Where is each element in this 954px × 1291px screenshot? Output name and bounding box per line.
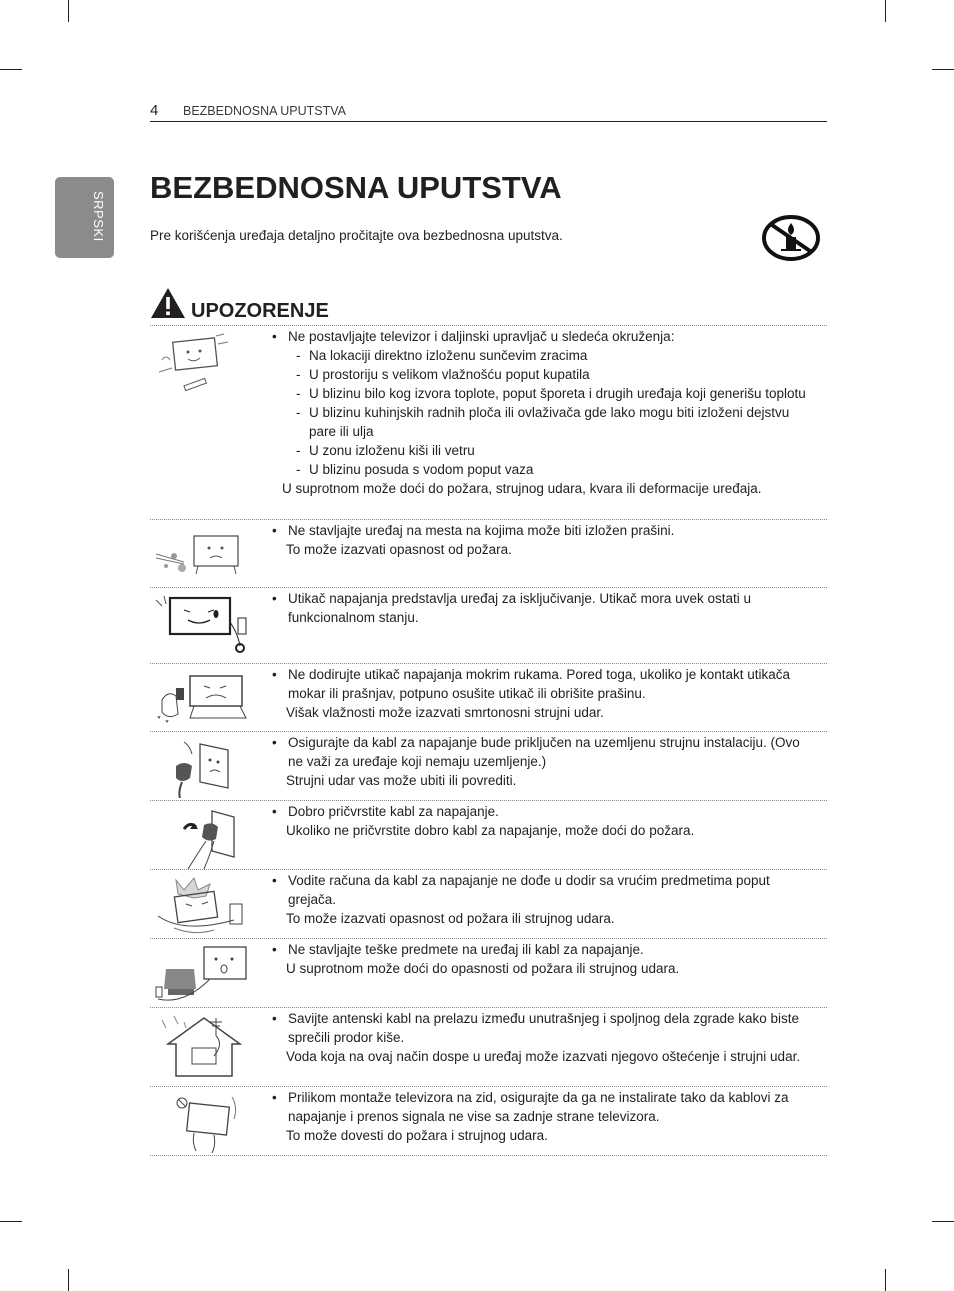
antenna-house-icon xyxy=(154,1014,254,1080)
sub-item: U blizinu bilo kog izvora toplote, poput šporeta i drugih uređaja koji generišu toplotu xyxy=(309,386,806,401)
running-header: BEZBEDNOSNA UPUTSTVA xyxy=(183,104,346,118)
no-open-flame-icon xyxy=(761,213,821,263)
warning-list xyxy=(150,325,827,1156)
warning-row: • Ne postavljajte televizor i daljinski upravljač u sledeća okruženja: - Na lokaciji direktno izloženu sunčevim zracima - U prostoriju s velikom vlažnošću poput kupatila - U blizinu bilo kog izvora toplote, poput šporeta i drugih uređaja koji generišu toplotu - U blizinu kuhinjskih radnih ploča ili ovlaživača gde lako mogu biti izloženi dejstvu pare ili ulja - U zonu izloženu kiši ili vetru - U blizinu posuda s vodom poput vaza U suprotnom može doći do požara, strujnog udara, kvara ili deformacije uređaja. xyxy=(150,326,827,520)
warning-text: Ne dodirujte utikač napajanja mokrim rukama. Pored toga, ukoliko je kontakt utikača mokar ili prašnjav, potpuno osušite utikač ili obrišite prašinu. xyxy=(288,667,791,701)
wet-hands-plug-icon xyxy=(154,670,254,726)
warning-row: • Vodite računa da kabl za napajanje ne dođe u dodir sa vrućim predmetima poput grejača. To može izazvati opasnost od požara ili strujnog udara. xyxy=(150,870,827,939)
consequence-text: Voda koja na ovaj način dospe u uređaj može izazvati njegovo oštećenje i strujni udar. xyxy=(286,1049,801,1064)
warning-text: Ne stavljajte uređaj na mesta na kojima može biti izložen prašini. xyxy=(288,523,675,538)
plug-insert-icon xyxy=(154,807,254,869)
warning-row: • Ne stavljajte teške predmete na uređaj ili kabl za napajanje. U suprotnom može doći do opasnosti od požara ili strujnog udara. xyxy=(150,939,827,1008)
warning-text: Dobro pričvrstite kabl za napajanje. xyxy=(288,804,499,819)
grounded-outlet-icon xyxy=(154,738,254,798)
sub-item: Na lokaciji direktno izloženu sunčevim zracima xyxy=(309,348,588,363)
sub-item: U blizinu kuhinjskih radnih ploča ili ovlaživača gde lako mogu biti izloženi dejstvu pare ili ulja xyxy=(309,405,790,439)
warning-row: • Prilikom montaže televizora na zid, osigurajte da ga ne instalirate tako da kablovi za napajanje i prenos signala ne vise sa zadnje strane televizora. To može dovesti do požara i strujnog udara. xyxy=(150,1087,827,1156)
hot-object-cable-icon xyxy=(154,876,254,938)
crop-mark xyxy=(932,69,954,70)
consequence-text: Strujni udar vas može ubiti ili povrediti. xyxy=(286,773,517,788)
crop-mark xyxy=(885,1269,886,1291)
warning-row: • Ne dodirujte utikač napajanja mokrim rukama. Pored toga, ukoliko je kontakt utikača mokar ili prašnjav, potpuno osušite utikač ili obrišite prašinu. Višak vlažnosti može izazvati smrtonosni strujni udar. xyxy=(150,664,827,732)
tv-plug-icon xyxy=(154,594,254,658)
consequence-text: U suprotnom može doći do požara, strujnog udara, kvara ili deformacije uređaja. xyxy=(282,481,762,496)
warning-row: • Utikač napajanja predstavlja uređaj za isključivanje. Utikač mora uvek ostati u funkcionalnom stanju. xyxy=(150,588,827,664)
warning-row: • Savijte antenski kabl na prelazu između unutrašnjeg i spoljnog dela zgrade kako biste sprečili prodor kiše. Voda koja na ovaj način dospe u uređaj može izazvati njegovo oštećenje i strujni udar. xyxy=(150,1008,827,1087)
warning-text: Vodite računa da kabl za napajanje ne dođe u dodir sa vrućim predmetima poput grejača. xyxy=(288,873,770,907)
crop-mark xyxy=(68,1269,69,1291)
crop-mark xyxy=(885,0,886,22)
sub-item: U zonu izloženu kiši ili vetru xyxy=(309,443,475,458)
header-rule xyxy=(150,121,827,122)
consequence-text: U suprotnom može doći do opasnosti od požara ili strujnog udara. xyxy=(286,961,680,976)
language-tab-label: SRPSKI xyxy=(91,191,106,242)
consequence-text: To može dovesti do požara i strujnog udara. xyxy=(286,1128,548,1143)
warning-row: • Osigurajte da kabl za napajanje bude priključen na uzemljenu strujnu instalaciju. (Ovo ne važi za uređaje koji nemaju uzemljenje.) Strujni udar vas može ubiti ili povrediti. xyxy=(150,732,827,801)
warning-row: • Ne stavljajte uređaj na mesta na kojima može biti izložen prašini. To može izazvati opasnost od požara. xyxy=(150,520,827,588)
warning-text: Ne stavljajte teške predmete na uređaj ili kabl za napajanje. xyxy=(288,942,644,957)
crop-mark xyxy=(0,69,22,70)
heavy-object-cable-icon xyxy=(154,945,254,1007)
warning-row: • Dobro pričvrstite kabl za napajanje. Ukoliko ne pričvrstite dobro kabl za napajanje, može doći do požara. xyxy=(150,801,827,870)
warning-triangle-icon xyxy=(150,287,186,319)
page-number: 4 xyxy=(150,102,159,119)
language-tab xyxy=(55,177,114,258)
sub-item: U blizinu posuda s vodom poput vaza xyxy=(309,462,534,477)
crop-mark xyxy=(68,0,69,22)
dusty-tv-icon xyxy=(154,526,254,582)
intro-text: Pre korišćenja uređaja detaljno pročitajte ova bezbednosna uputstva. xyxy=(150,228,563,243)
warning-text: Osigurajte da kabl za napajanje bude priključen na uzemljenu strujnu instalaciju. (Ovo ne važi za uređaje koji nemaju uzemljenje.) xyxy=(288,735,800,769)
page-title: BEZBEDNOSNA UPUTSTVA xyxy=(150,170,562,205)
crop-mark xyxy=(932,1221,954,1222)
warning-text: Utikač napajanja predstavlja uređaj za isključivanje. Utikač mora uvek ostati u funkcionalnom stanju. xyxy=(288,591,751,625)
warning-text: Savijte antenski kabl na prelazu između unutrašnjeg i spoljnog dela zgrade kako biste sprečili prodor kiše. xyxy=(288,1011,800,1045)
warning-heading-text: UPOZORENJE xyxy=(191,300,329,322)
consequence-text: Višak vlažnosti može izazvati smrtonosni strujni udar. xyxy=(286,705,604,720)
tv-environment-icon xyxy=(154,332,234,396)
sub-item: U prostoriju s velikom vlažnošću poput kupatila xyxy=(309,367,590,382)
consequence-text: To može izazvati opasnost od požara ili strujnog udara. xyxy=(286,911,615,926)
crop-mark xyxy=(0,1221,22,1222)
warning-text: Prilikom montaže televizora na zid, osigurajte da ga ne instalirate tako da kablovi za napajanje i prenos signala ne vise sa zadnje strane televizora. xyxy=(288,1090,789,1124)
consequence-text: To može izazvati opasnost od požara. xyxy=(286,542,512,557)
wall-mount-cables-icon xyxy=(154,1093,254,1155)
consequence-text: Ukoliko ne pričvrstite dobro kabl za napajanje, može doći do požara. xyxy=(286,823,695,838)
warning-text: Ne postavljajte televizor i daljinski upravljač u sledeća okruženja: xyxy=(288,329,675,344)
